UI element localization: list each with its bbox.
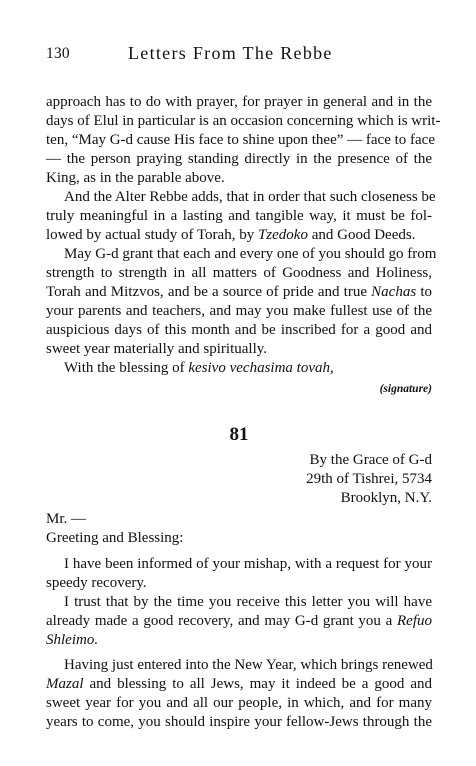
text-line	[46, 675, 432, 694]
text-line: approach has to do with prayer, for prayer in general and in the	[46, 94, 432, 110]
text-line	[46, 631, 432, 650]
text-line: And the Alter Rebbe adds, that in order that such closeness be	[64, 189, 436, 205]
text-span: already made a good recovery, and may G-d grant you a	[46, 613, 397, 629]
text-line: ten, “May G-d cause His face to shine upon thee” — face to face	[46, 132, 435, 148]
text-line: King, as in the parable above.	[46, 170, 225, 186]
text-span: to	[416, 284, 432, 300]
italic-term: kesivo vechasima tovah,	[188, 360, 334, 376]
dateline-date: 29th of Tishrei, 5734	[306, 471, 432, 487]
running-head: Letters From The Rebbe	[128, 43, 333, 63]
text-line	[46, 612, 432, 631]
text-line: May G-d grant that each and every one of you should go from	[64, 246, 437, 262]
text-line: I have been informed of your mishap, with a request for your	[64, 556, 432, 572]
text-line: sweet year for you and all our people, in which, and for many	[46, 695, 432, 711]
text-line	[46, 226, 432, 245]
text-line: days of Elul in particular is an occasion concerning which is writ-	[46, 113, 441, 129]
text-line: sweet year materially and spiritually.	[46, 341, 268, 357]
italic-term: Refuo	[397, 613, 432, 629]
text-line: Having just entered into the New Year, which brings renewed	[64, 657, 433, 673]
text-line	[46, 283, 432, 302]
text-line: auspicious days of this month and be inscribed for a good and	[46, 322, 432, 338]
page-number: 130	[46, 45, 70, 62]
signature-note: (signature)	[379, 383, 432, 395]
text-line	[64, 359, 432, 378]
greeting: Greeting and Blessing:	[46, 530, 184, 546]
italic-term: Nachas	[371, 284, 417, 300]
dateline-grace: By the Grace of G-d	[309, 452, 432, 468]
italic-term: Tzedoko	[257, 227, 308, 243]
letter-number: 81	[229, 424, 249, 445]
text-span: and Good Deeds.	[307, 227, 416, 243]
italic-term: Shleimo.	[46, 632, 99, 648]
text-line: speedy recovery.	[46, 575, 147, 591]
text-span: and blessing to all Jews, may it indeed be a good and	[83, 676, 432, 692]
dateline-place: Brooklyn, N.Y.	[340, 490, 432, 506]
italic-term: Mazal	[46, 676, 84, 692]
text-span: Torah and Mitzvos, and be a source of pride and true	[46, 284, 372, 300]
addressee: Mr. —	[46, 511, 87, 527]
text-line: your parents and teachers, and may you make fullest use of the	[46, 303, 432, 319]
text-span: lowed by actual study of Torah, by	[46, 227, 258, 243]
text-line: — the person praying standing directly in the presence of the	[46, 151, 432, 167]
text-line: truly meaningful in a lasting and tangible way, it must be fol-	[46, 208, 432, 224]
text-span: With the blessing of	[64, 360, 189, 376]
text-line: I trust that by the time you receive this letter you will have	[64, 594, 432, 610]
text-line: years to come, you should inspire your fellow-Jews through the	[46, 714, 432, 730]
text-line: strength to strength in all matters of Goodness and Holiness,	[46, 265, 432, 281]
